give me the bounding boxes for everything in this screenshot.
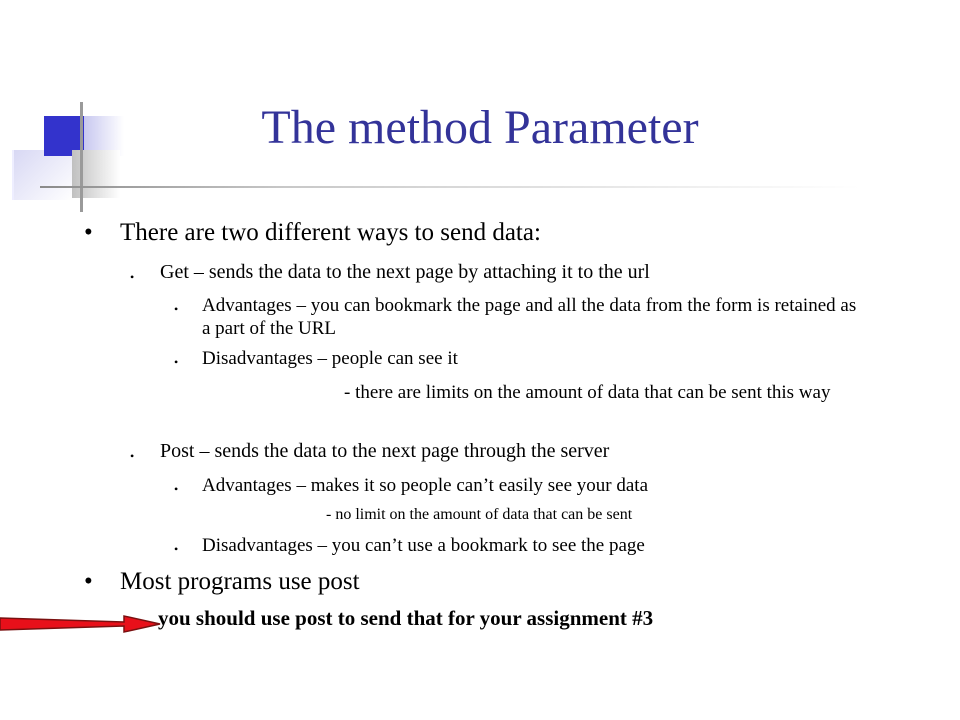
bullet-icon: • — [130, 270, 135, 284]
bullet-post-advantages-continued-text: - no limit on the amount of data that can be sent — [326, 506, 633, 523]
bullet-intro — [84, 218, 541, 248]
bullet-get-disadvantages-text: Disadvantages – people can see it — [202, 348, 458, 369]
slide-title: The method Parameter — [261, 101, 699, 154]
decor-square-light — [12, 150, 74, 200]
bullet-icon: • — [174, 302, 179, 316]
bullet-icon: • — [84, 219, 93, 246]
bullet-icon: • — [174, 355, 179, 369]
bullet-most-text: Most programs use post — [120, 568, 360, 595]
bullet-post-advantages-text: Advantages – makes it so people can’t easily see your data — [202, 475, 649, 496]
bullet-get — [130, 260, 650, 284]
bullet-icon: • — [174, 542, 179, 556]
bullet-get-text: Get – sends the data to the next page by attaching it to the url — [160, 261, 650, 283]
bullet-post-advantages-continued — [326, 503, 632, 526]
bullet-intro-text: There are two different ways to send data: — [120, 219, 541, 246]
bullet-post-disadvantages — [174, 534, 645, 557]
bullet-get-disadvantages — [174, 347, 458, 370]
bullet-icon: • — [174, 482, 179, 496]
bullet-get-disadvantages-continued — [202, 381, 862, 404]
bullet-icon: • — [130, 449, 135, 463]
red-arrow-icon — [0, 612, 170, 636]
bullet-post — [130, 439, 610, 463]
assignment-note: you should use post to send that for your assignment #3 — [158, 606, 654, 630]
bullet-get-advantages-text: Advantages – you can bookmark the page and all the data from the form is retained as a part of the URL — [202, 295, 857, 339]
title-underline — [40, 186, 860, 188]
bullet-post-advantages — [174, 474, 649, 497]
bullet-get-advantages — [174, 294, 862, 340]
bullet-most — [84, 567, 360, 597]
bullet-post-text: Post – sends the data to the next page through the server — [160, 440, 610, 462]
bullet-icon: • — [84, 568, 93, 595]
bullet-get-disadvantages-continued-text: - there are limits on the amount of data that can be sent this way — [344, 382, 831, 403]
bullet-post-disadvantages-text: Disadvantages – you can’t use a bookmark to see the page — [202, 535, 645, 556]
